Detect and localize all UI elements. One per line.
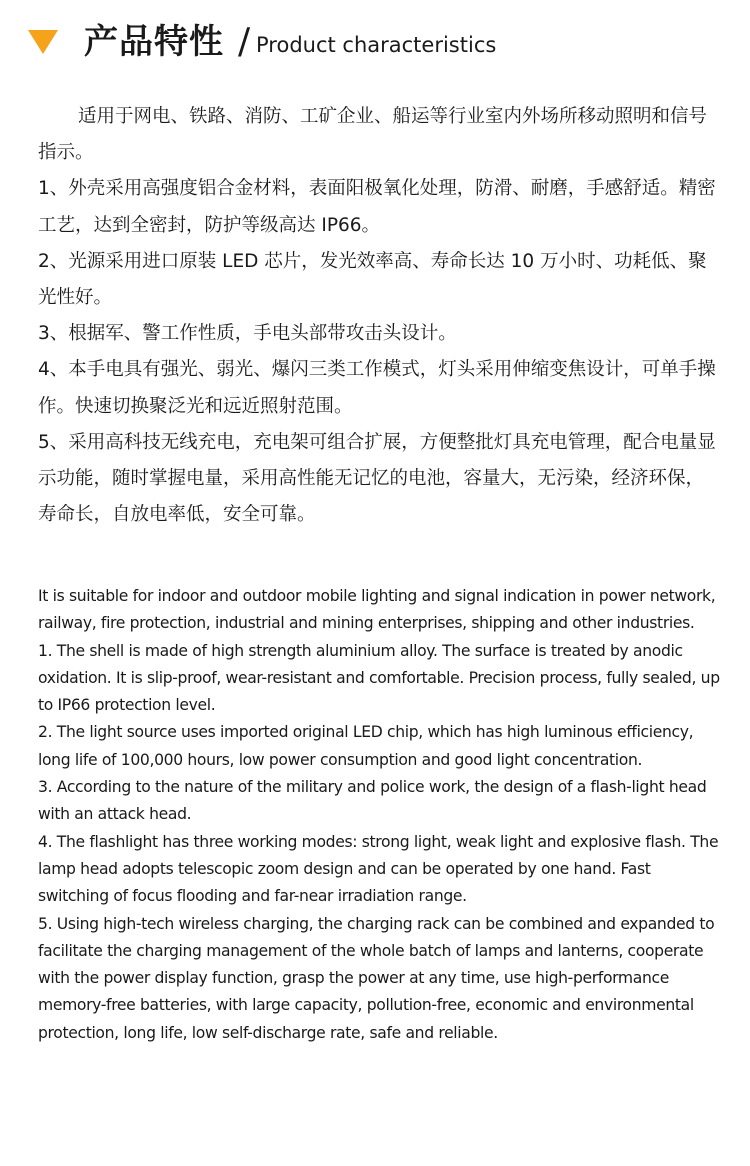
- chinese-description: [38, 99, 722, 533]
- section-title-english: Product characteristics: [256, 33, 497, 57]
- title-separator: /: [238, 21, 251, 62]
- section-header: [0, 0, 750, 80]
- english-intro: It is suitable for indoor and outdoor mobile lighting and signal indication in power network, railway, fire protection, industrial and mining enterprises, shipping and other industries.: [38, 587, 716, 633]
- triangle-down-icon: [28, 30, 58, 54]
- english-feature-4: 4. The flashlight has three working modes: strong light, weak light and explosive flash. The lamp head adopts telescopic zoom design and can be operated by one hand. Fast switching of focus flooding and far-near irradiation range.: [38, 832, 719, 906]
- english-feature-3: 3. According to the nature of the military and police work, the design of a flash-light head with an attack head.: [38, 778, 707, 824]
- english-feature-2: 2. The light source uses imported original LED chip, which has high luminous efficiency, long life of 100,000 hours, low power consumption and good light concentration.: [38, 723, 694, 769]
- english-feature-1: 1. The shell is made of high strength aluminium alloy. The surface is treated by anodic oxidation. It is slip-proof, wear-resistant and comfortable. Precision process, fully sealed, up to IP66 protection level.: [38, 641, 720, 715]
- section-title-chinese: 产品特性: [84, 22, 224, 62]
- chinese-intro: 适用于网电、铁路、消防、工矿企业、船运等行业室内外场所移动照明和信号指示。: [38, 106, 708, 164]
- english-description: [38, 583, 722, 1047]
- english-feature-5: 5. Using high-tech wireless charging, the charging rack can be combined and expanded to facilitate the charging management of the whole batch of lamps and lanterns, cooperate with the power display function, grasp the power at any time, use high-performance memory-free batteries, with large capacity, pollution-free, economic and environmental protection, long life, low self-discharge rate, safe and reliable.: [38, 914, 715, 1042]
- chinese-feature-1: 1、外壳采用高强度铝合金材料，表面阳极氧化处理，防滑、耐磨，手感舒适。精密工艺，达到全密封，防护等级高达 IP66。: [38, 178, 716, 236]
- chinese-feature-4: 4、本手电具有强光、弱光、爆闪三类工作模式，灯头采用伸缩变焦设计，可单手操作。快速切换聚泛光和远近照射范围。: [38, 359, 716, 417]
- chinese-feature-5: 5、采用高科技无线充电，充电架可组合扩展，方便整批灯具充电管理，配合电量显示功能，随时掌握电量，采用高性能无记忆的电池，容量大，无污染，经济环保，寿命长，自放电率低，安全可靠。: [38, 431, 716, 526]
- chinese-feature-3: 3、根据军、警工作性质，手电头部带攻击头设计。: [38, 323, 457, 345]
- chinese-feature-2: 2、光源采用进口原装 LED 芯片，发光效率高、寿命长达 10 万小时、功耗低、聚光性好。: [38, 250, 707, 309]
